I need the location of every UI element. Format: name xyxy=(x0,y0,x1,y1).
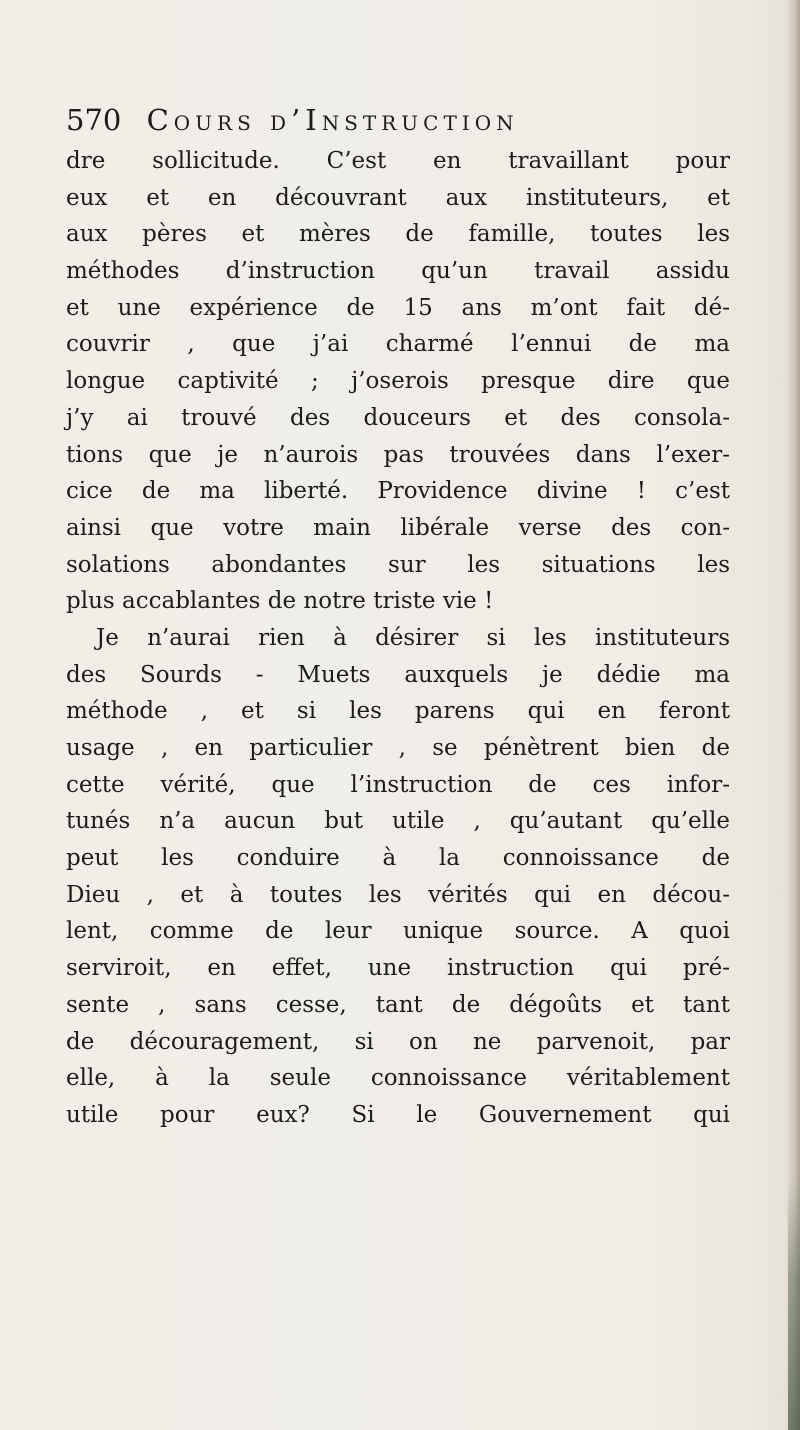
text-line: ainsi que votre main libérale verse des con- xyxy=(66,514,730,541)
running-title: Cours d’Instruction xyxy=(146,103,519,137)
text-line: sente , sans cesse, tant de dégoûts et tant xyxy=(66,991,730,1018)
text-line: et une expérience de 15 ans m’ont fait dé- xyxy=(66,294,730,321)
text-line: solations abondantes sur les situations les xyxy=(66,551,730,578)
text-line: peut les conduire à la connoissance de xyxy=(66,845,730,872)
text-line: serviroit, en effet, une instruction qui pré- xyxy=(66,955,730,982)
text-line: utile pour eux? Si le Gouvernement qui xyxy=(66,1101,730,1128)
text-line: Dieu , et à toutes les vérités qui en décou- xyxy=(66,881,730,908)
text-line: cice de ma liberté. Providence divine ! c’est xyxy=(66,478,730,505)
text-line: aux pères et mères de famille, toutes les xyxy=(66,221,730,248)
text-line: eux et en découvrant aux instituteurs, et xyxy=(66,184,730,211)
text-line: de découragement, si on ne parvenoit, par xyxy=(66,1028,730,1055)
page-number: 570 xyxy=(66,103,122,137)
text-line: lent, comme de leur unique source. A quoi xyxy=(66,918,730,945)
text-line: dre sollicitude. C’est en travaillant pour xyxy=(66,148,730,174)
text-line: tunés n’a aucun but utile , qu’autant qu’elle xyxy=(66,808,730,835)
text-line: cette vérité, que l’instruction de ces infor- xyxy=(66,771,730,798)
text-line: méthode , et si les parens qui en feront xyxy=(66,698,730,725)
text-line: plus accablantes de notre triste vie ! xyxy=(66,588,494,615)
page-header xyxy=(66,100,706,140)
text-line: j’y ai trouvé des douceurs et des consola- xyxy=(66,404,730,431)
text-line: longue captivité ; j’oserois presque dire que xyxy=(66,368,730,395)
text-line: usage , en particulier , se pénètrent bien de xyxy=(66,735,730,761)
text-line: elle, à la seule connoissance véritablement xyxy=(66,1065,730,1092)
text-line: tions que je n’aurois pas trouvées dans l’exer- xyxy=(66,441,730,468)
text-line: Je n’aurai rien à désirer si les instituteurs xyxy=(96,624,730,651)
text-line: des Sourds - Muets auxquels je dédie ma xyxy=(66,661,730,688)
text-line: méthodes d’instruction qu’un travail assidu xyxy=(66,258,730,285)
body-text xyxy=(66,143,730,1134)
text-line: couvrir , que j’ai charmé l’ennui de ma xyxy=(66,331,730,358)
page-edge-stain xyxy=(788,1180,800,1430)
